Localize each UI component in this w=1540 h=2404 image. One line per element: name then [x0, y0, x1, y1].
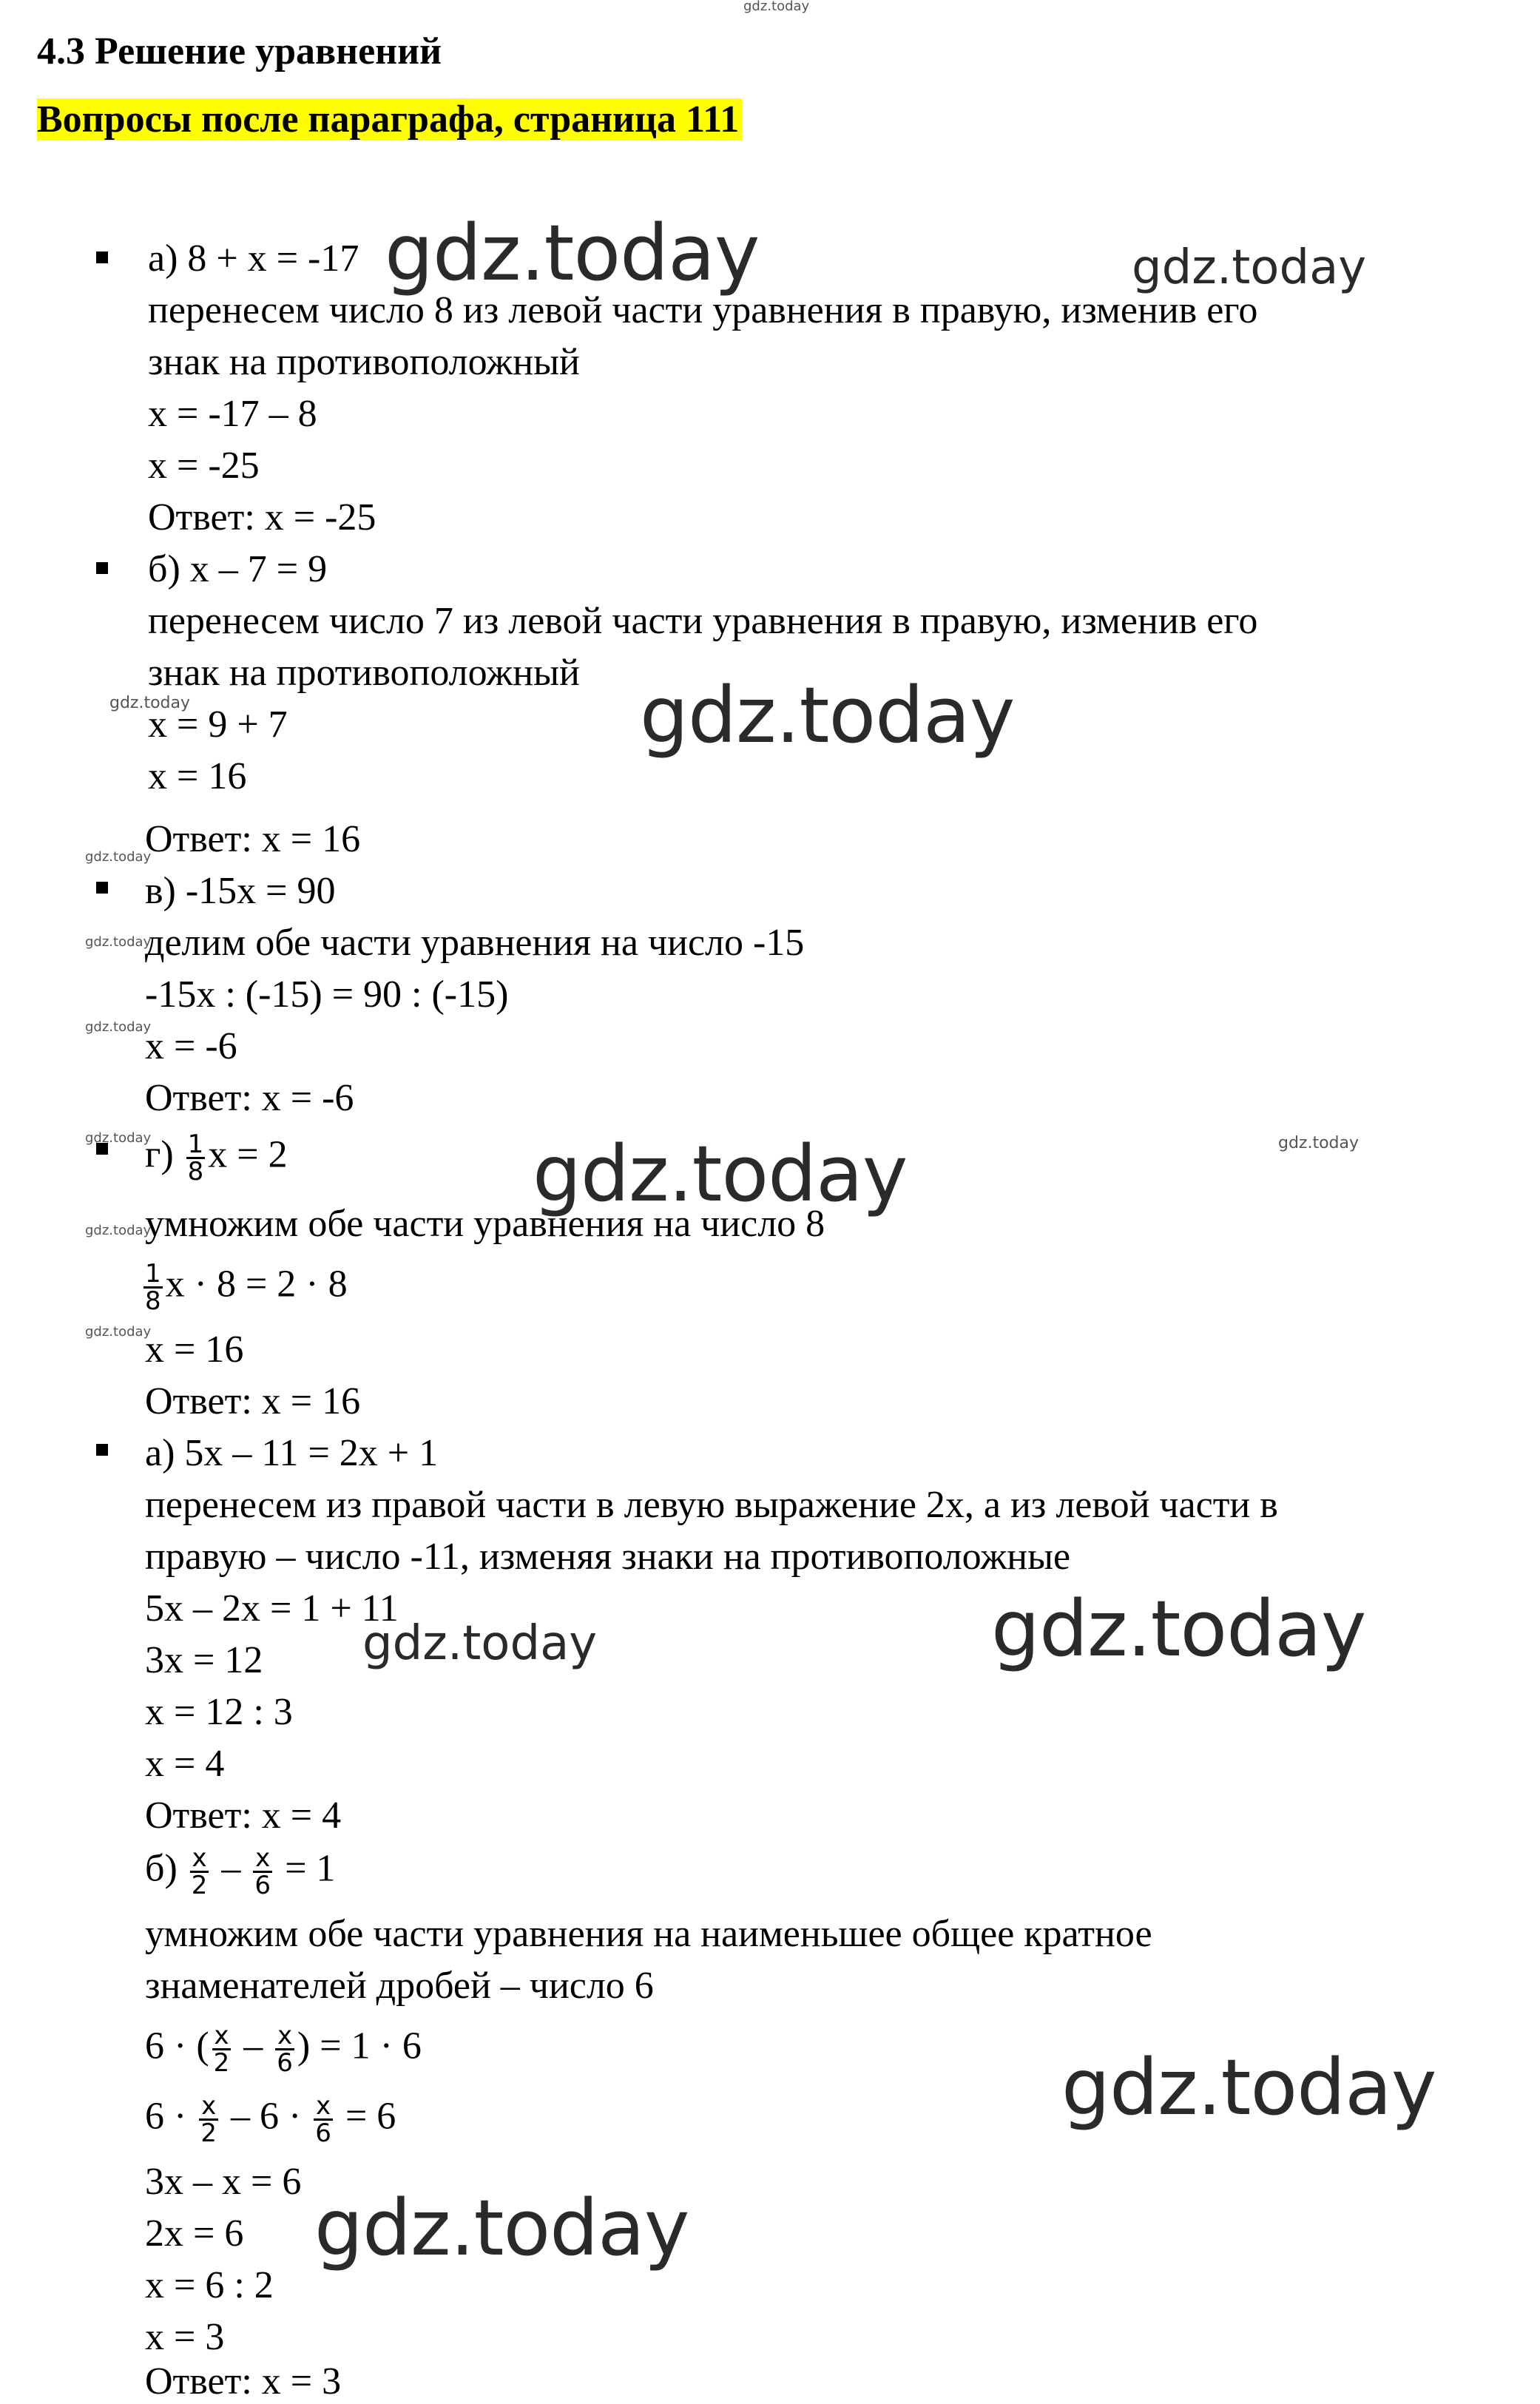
fraction-denominator: 6 — [315, 2118, 331, 2148]
fraction-x-sixth — [253, 1843, 272, 1900]
fraction-numerator: x — [212, 2023, 232, 2050]
task-g1-prefix: г) — [145, 1133, 183, 1176]
solution-line: перенесем число 7 из левой части уравнения в правую, изменив его — [148, 600, 1258, 642]
solution-line: x = 16 — [148, 755, 247, 797]
fraction-numerator: x — [275, 2023, 294, 2050]
watermark-logo: gdz.today — [1061, 2042, 1436, 2133]
fraction-x-sixth — [314, 2093, 333, 2146]
fraction-numerator: 1 — [187, 1130, 204, 1159]
watermark-logo: gdz.today — [385, 208, 760, 298]
answer-line: Ответ: x = 3 — [145, 2360, 342, 2403]
fraction-x-half — [190, 1843, 209, 1900]
watermark-logo: gdz.today — [640, 670, 1015, 760]
solution-line: x = 16 — [145, 1328, 244, 1371]
task-g1 — [145, 1132, 288, 1184]
solution-line: x = 4 — [145, 1743, 225, 1785]
watermark-logo: gdz.today — [362, 1616, 598, 1671]
watermark-logo: gdz.today — [991, 1584, 1366, 1674]
fraction-numerator: x — [199, 2093, 218, 2121]
task-b2 — [145, 1843, 336, 1900]
page-subtitle — [37, 96, 742, 144]
task-a2: а) 5x – 11 = 2x + 1 — [145, 1432, 439, 1474]
solution-line: x = -6 — [145, 1025, 237, 1067]
minus-sign: – — [234, 2025, 273, 2067]
solution-line: -15x : (-15) = 90 : (-15) — [145, 973, 509, 1016]
solution-line: умножим обе части уравнения на число 8 — [145, 1203, 825, 1245]
watermark-logo: gdz.today — [85, 934, 152, 950]
bullet — [96, 882, 108, 894]
solution-line: знаменателей дробей – число 6 — [145, 1965, 654, 2007]
bullet — [96, 1444, 108, 1456]
fraction-denominator: 8 — [145, 1286, 161, 1316]
fraction-numerator: x — [314, 2093, 333, 2121]
answer-line: Ответ: x = -6 — [145, 1077, 354, 1119]
task-g1-suffix: x = 2 — [208, 1133, 288, 1176]
task-b2-prefix: б) — [145, 1847, 187, 1890]
fraction-one-eighth — [186, 1132, 206, 1184]
task-v1: в) -15x = 90 — [145, 870, 336, 912]
fraction-one-eighth — [143, 1261, 163, 1314]
fraction-x-sixth — [275, 2023, 294, 2076]
bullet — [96, 251, 108, 263]
watermark-logo: gdz.today — [109, 694, 191, 712]
fraction-denominator: 6 — [254, 1871, 271, 1900]
solution-line: знак на противоположный — [148, 652, 580, 694]
fraction-x-half — [199, 2093, 218, 2146]
watermark-logo: gdz.today — [1132, 240, 1367, 295]
watermark-logo: gdz.today — [85, 1223, 152, 1238]
fraction-x-half — [212, 2023, 232, 2076]
solution-line: x = 6 : 2 — [145, 2264, 274, 2306]
watermark-logo: gdz.today — [85, 1019, 152, 1035]
fraction-denominator: 2 — [200, 2118, 217, 2148]
solution-text: – 6 · — [220, 2095, 311, 2138]
solution-line: x = 3 — [145, 2316, 225, 2358]
solution-line: умножим обе части уравнения на наименьшее общее кратное — [145, 1913, 1152, 1955]
watermark-logo: gdz.today — [85, 1130, 152, 1146]
fraction-numerator: x — [253, 1846, 272, 1873]
task-a1: а) 8 + x = -17 — [148, 237, 359, 280]
solution-text: ) = 1 · 6 — [297, 2025, 422, 2067]
solution-line: 2x = 6 — [145, 2212, 244, 2255]
fraction-denominator: 2 — [213, 2048, 230, 2078]
solution-line: делим обе части уравнения на число -15 — [145, 922, 805, 964]
task-b2-suffix: = 1 — [275, 1847, 336, 1890]
solution-line: x = -17 – 8 — [148, 393, 317, 435]
solution-line: знак на противоположный — [148, 341, 580, 383]
watermark-logo: gdz.today — [1278, 1134, 1360, 1152]
fraction-numerator: x — [190, 1846, 209, 1873]
solution-text: 6 · ( — [145, 2025, 209, 2067]
solution-line: 3x – x = 6 — [145, 2161, 302, 2203]
answer-line: Ответ: x = 16 — [145, 818, 361, 860]
answer-line: Ответ: x = 16 — [145, 1380, 361, 1422]
fraction-denominator: 2 — [191, 1871, 208, 1900]
solution-line — [141, 1261, 348, 1314]
solution-line: 3x = 12 — [145, 1639, 263, 1681]
watermark-logo: gdz.today — [85, 849, 152, 865]
fraction-denominator: 8 — [187, 1157, 204, 1186]
solution-line: перенесем из правой части в левую выражение 2x, а из левой части в — [145, 1484, 1278, 1526]
solution-line: 5x – 2x = 1 + 11 — [145, 1587, 399, 1630]
solution-text: = 6 — [335, 2095, 396, 2138]
solution-line: перенесем число 8 из левой части уравнения в правую, изменив его — [148, 289, 1258, 331]
solution-text: 6 · — [145, 2095, 197, 2138]
solution-line — [145, 2023, 422, 2076]
answer-line: Ответ: x = 4 — [145, 1794, 342, 1837]
solution-line: x = -25 — [148, 445, 260, 487]
subtitle-highlight: Вопросы после параграфа, страница 111 — [37, 98, 742, 141]
solution-line: x = 12 : 3 — [145, 1691, 293, 1733]
fraction-numerator: 1 — [145, 1259, 161, 1289]
answer-line: Ответ: x = -25 — [148, 496, 376, 538]
solution-line: x = 9 + 7 — [148, 703, 288, 746]
minus-sign: – — [212, 1847, 251, 1890]
task-b1: б) x – 7 = 9 — [148, 548, 328, 590]
solution-line: правую – число -11, изменяя знаки на противоположные — [145, 1536, 1071, 1578]
solution-text: x · 8 = 2 · 8 — [165, 1263, 348, 1306]
watermark-logo: gdz.today — [743, 0, 810, 14]
watermark-logo: gdz.today — [533, 1129, 908, 1219]
bullet — [96, 562, 108, 574]
watermark-logo: gdz.today — [85, 1324, 152, 1340]
fraction-denominator: 6 — [277, 2048, 293, 2078]
page-title: 4.3 Решение уравнений — [37, 30, 442, 72]
watermark-logo: gdz.today — [314, 2183, 689, 2273]
solution-line — [145, 2093, 396, 2146]
